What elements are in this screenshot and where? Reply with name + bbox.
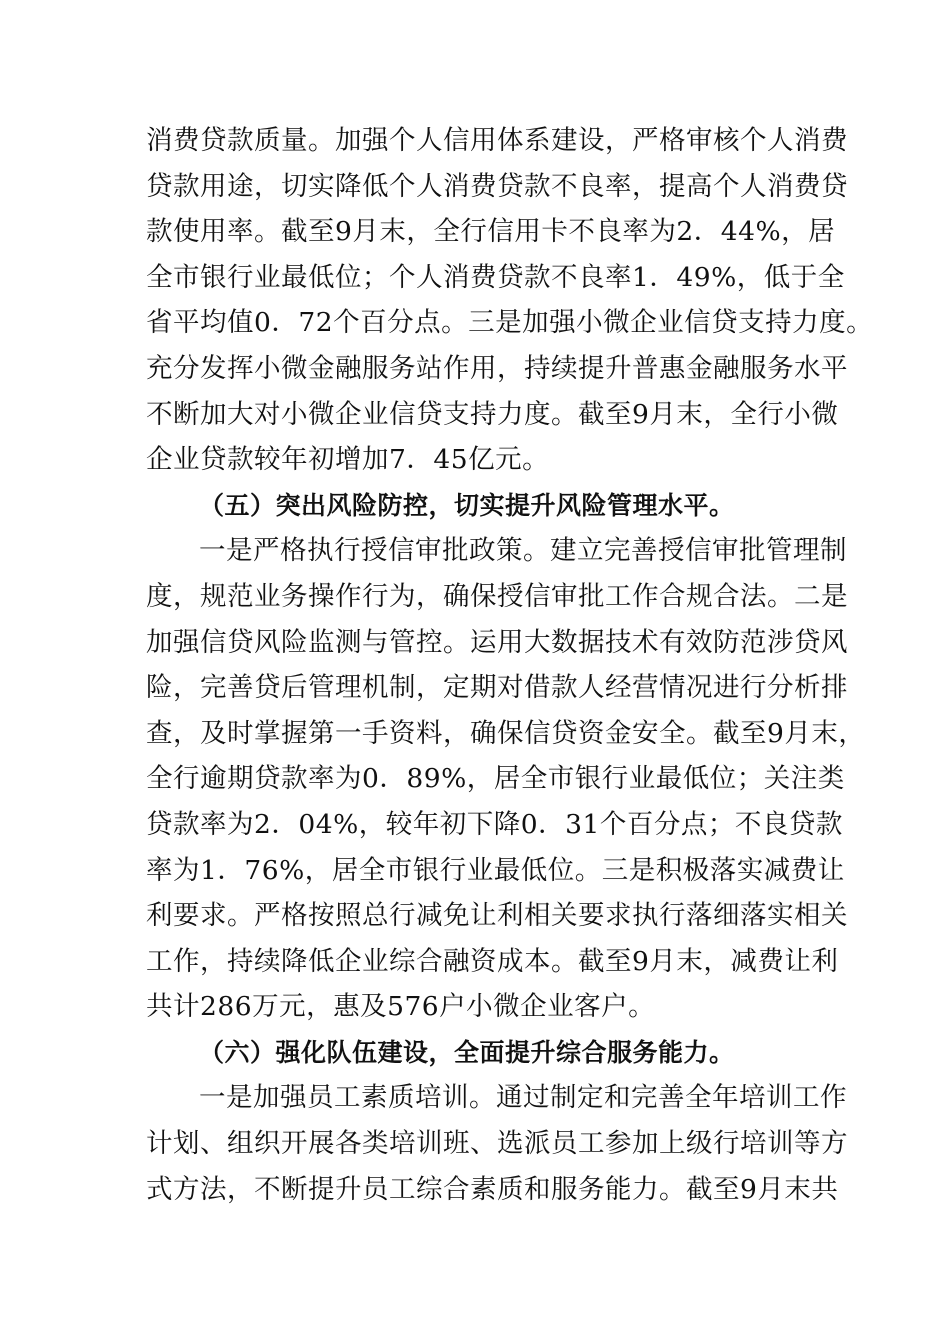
section-heading-6: （六）强化队伍建设，全面提升综合服务能力。	[199, 1037, 735, 1067]
paragraph-line: 省平均值0．72个百分点。三是加强小微企业信贷支持力度。	[146, 307, 874, 339]
paragraph-line: 工作，持续降低企业综合融资成本。截至9月末，减费让利	[146, 945, 839, 977]
paragraph-line: 共计286万元，惠及576户小微企业客户。	[146, 991, 656, 1023]
paragraph-line: 险，完善贷后管理机制，定期对借款人经营情况进行分析排	[146, 672, 848, 704]
paragraph-line: 充分发挥小微金融服务站作用，持续提升普惠金融服务水平	[146, 352, 848, 384]
paragraph-line: 企业贷款较年初增加7．45亿元。	[146, 444, 550, 476]
paragraph-line: 不断加大对小微企业信贷支持力度。截至9月末，全行小微	[146, 398, 839, 430]
paragraph-line: 贷款率为2．04%，较年初下降0．31个百分点；不良贷款	[146, 808, 843, 840]
paragraph-line: 加强信贷风险监测与管控。运用大数据技术有效防范涉贷风	[146, 626, 848, 658]
paragraph-line: 消费贷款质量。加强个人信用体系建设，严格审核个人消费	[146, 125, 848, 156]
paragraph-line: 一是严格执行授信审批政策。建立完善授信审批管理制	[199, 535, 847, 567]
paragraph-line: 款使用率。截至9月末，全行信用卡不良率为2．44%，居	[146, 216, 836, 248]
paragraph-line: 全行逾期贷款率为0．89%，居全市银行业最低位；关注类	[146, 763, 845, 795]
paragraph-line: 度，规范业务操作行为，确保授信审批工作合规合法。二是	[146, 580, 848, 612]
document-body	[146, 118, 874, 1212]
paragraph-line: 一是加强员工素质培训。通过制定和完善全年培训工作	[199, 1082, 847, 1114]
paragraph-line: 全市银行业最低位；个人消费贷款不良率1．49%，低于全	[146, 261, 845, 293]
paragraph-line: 查，及时掌握第一手资料，确保信贷资金安全。截至9月末，	[146, 717, 866, 749]
paragraph-line: 计划、组织开展各类培训班、选派员工参加上级行培训等方	[146, 1128, 848, 1160]
section-heading-5: （五）突出风险防控，切实提升风险管理水平。	[199, 490, 735, 520]
paragraph-line: 式方法，不断提升员工综合素质和服务能力。截至9月末共	[146, 1173, 839, 1205]
paragraph-line: 利要求。严格按照总行减免让利相关要求执行落细落实相关	[146, 900, 848, 932]
paragraph-line: 率为1．76%，居全市银行业最低位。三是积极落实减费让	[146, 854, 845, 886]
paragraph-line: 贷款用途，切实降低个人消费贷款不良率，提高个人消费贷	[146, 170, 848, 202]
